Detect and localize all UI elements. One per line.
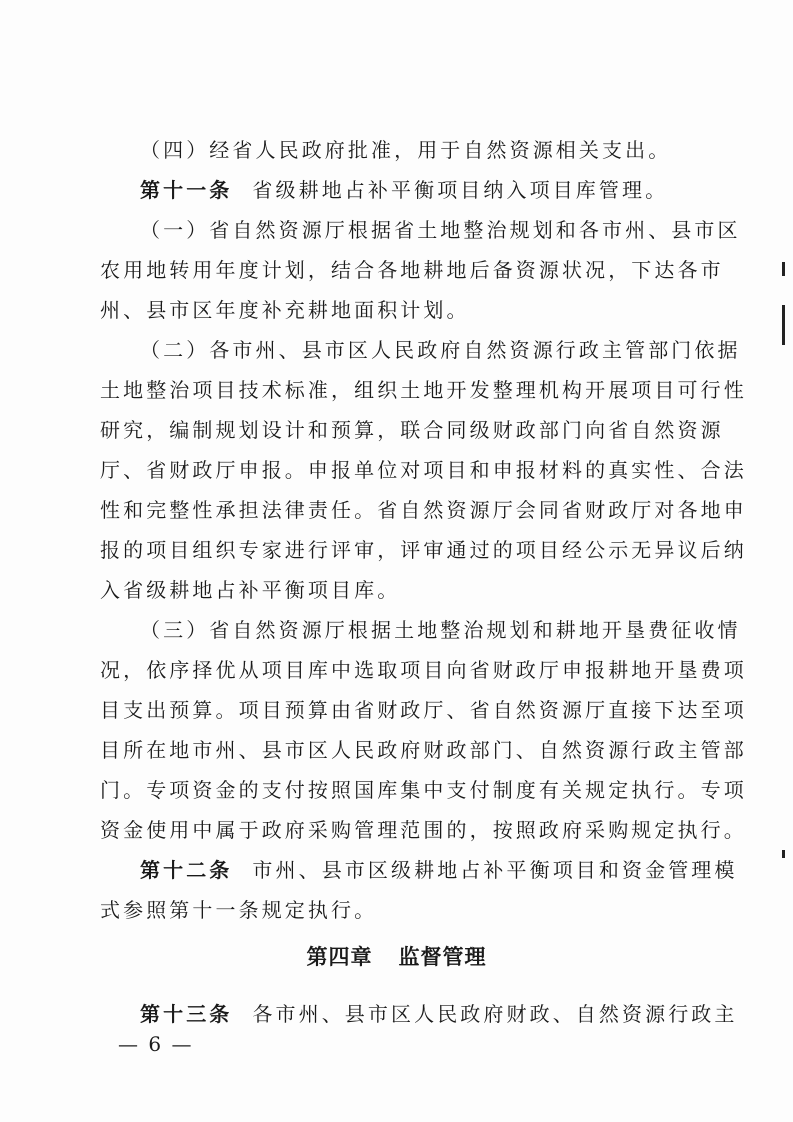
article-12-text: 市州、县市区级耕地占补平衡项目和资金管理模 <box>252 858 738 882</box>
paragraph-line: （四）经省人民政府批准，用于自然资源相关支出。 <box>140 138 672 162</box>
paragraph-line: 入省级耕地占补平衡项目库。 <box>100 578 401 602</box>
paragraph-line: 资金使用中属于政府采购管理范围的，按照政府采购规定执行。 <box>100 818 747 842</box>
article-11-text: 省级耕地占补平衡项目纳入项目库管理。 <box>252 178 669 202</box>
paragraph-line: 研究，编制规划设计和预算，联合同级财政部门向省自然资源 <box>100 418 724 442</box>
paragraph-line: 土地整治项目技术标准，组织土地开发整理机构开展项目可行性 <box>100 378 747 402</box>
paragraph-line: 目支出预算。项目预算由省财政厅、省自然资源厅直接下达至项 <box>100 698 747 722</box>
article-13-number: 第十三条 <box>140 1002 233 1026</box>
paragraph-line: 式参照第十一条规定执行。 <box>100 898 378 922</box>
paragraph-line: 报的项目组织专家进行评审，评审通过的项目经公示无异议后纳 <box>100 538 747 562</box>
article-12-number: 第十二条 <box>140 858 233 882</box>
paragraph-line: 州、县市区年度补充耕地面积计划。 <box>100 298 470 322</box>
scan-mark <box>782 305 785 345</box>
paragraph-line: 性和完整性承担法律责任。省自然资源厅会同省财政厅对各地申 <box>100 498 747 522</box>
paragraph-line: 门。专项资金的支付按照国库集中支付制度有关规定执行。专项 <box>100 778 747 802</box>
chapter-title: 监督管理 <box>398 945 487 969</box>
article-13-line <box>140 1000 738 1028</box>
page-number: — 6 — <box>118 1032 194 1056</box>
paragraph-line: （三）省自然资源厅根据土地整治规划和耕地开垦费征收情 <box>140 618 741 642</box>
article-11-line <box>140 176 700 204</box>
chapter-number: 第四章 <box>306 945 373 969</box>
scan-mark <box>782 262 785 276</box>
article-13-text: 各市州、县市区人民政府财政、自然资源行政主 <box>252 1002 738 1026</box>
paragraph-line: 目所在地市州、县市区人民政府财政部门、自然资源行政主管部 <box>100 738 747 762</box>
paragraph-line: 厅、省财政厅申报。申报单位对项目和申报材料的真实性、合法 <box>100 458 747 482</box>
paragraph-line: （一）省自然资源厅根据省土地整治规划和各市州、县市区 <box>140 218 741 242</box>
chapter-heading <box>0 943 793 971</box>
paragraph-line: （二）各市州、县市区人民政府自然资源行政主管部门依据 <box>140 338 741 362</box>
paragraph-line: 况，依序择优从项目库中选取项目向省财政厅申报耕地开垦费项 <box>100 658 747 682</box>
article-11-number: 第十一条 <box>140 178 233 202</box>
scan-mark <box>782 850 785 858</box>
article-12-line <box>140 856 738 884</box>
paragraph-line: 农用地转用年度计划，结合各地耕地后备资源状况，下达各市 <box>100 258 724 282</box>
